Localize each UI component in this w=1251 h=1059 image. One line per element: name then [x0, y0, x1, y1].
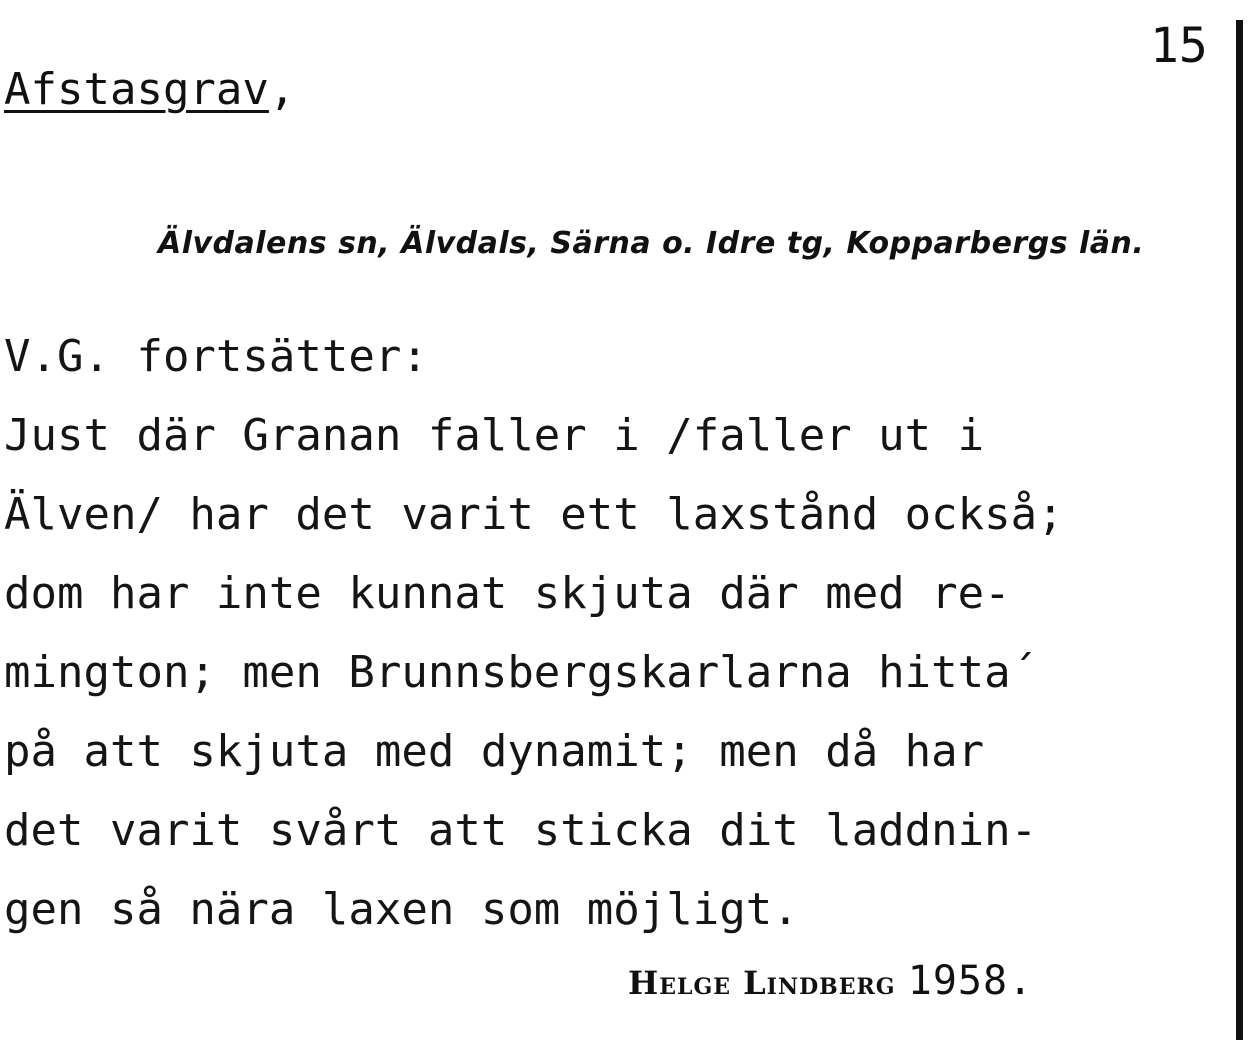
body-line: V.G. fortsätter: [4, 331, 428, 382]
body-line: gen så nära laxen som möjligt. [4, 884, 799, 935]
heading-title [4, 64, 295, 117]
body-line: Älven/ har det varit ett laxstånd också; [4, 489, 1064, 540]
body-line: Just där Granan faller i /faller ut i [4, 410, 985, 461]
heading-punctuation: , [268, 64, 296, 115]
heading-text: Afstasgrav [4, 64, 269, 115]
body-line: på att skjuta med dynamit; men då har [4, 726, 985, 777]
body-line: mington; men Brunnsbergskarlarna hitta´ [4, 647, 1038, 698]
signature-year: 1958. [907, 958, 1034, 1004]
body-line: det varit svårt att sticka dit laddnin- [4, 805, 1038, 856]
body-line: dom har inte kunnat skjuta där med re- [4, 568, 1011, 619]
body-text [4, 330, 1234, 962]
card-edge-line [1236, 20, 1243, 1040]
page-number: 15 [1150, 18, 1208, 74]
location-line: Älvdalens sn, Älvdals, Särna o. Idre tg, Kopparbergs län. [158, 226, 1145, 261]
signature-name: Helge Lindberg [628, 964, 896, 1002]
signature [628, 958, 1033, 1004]
